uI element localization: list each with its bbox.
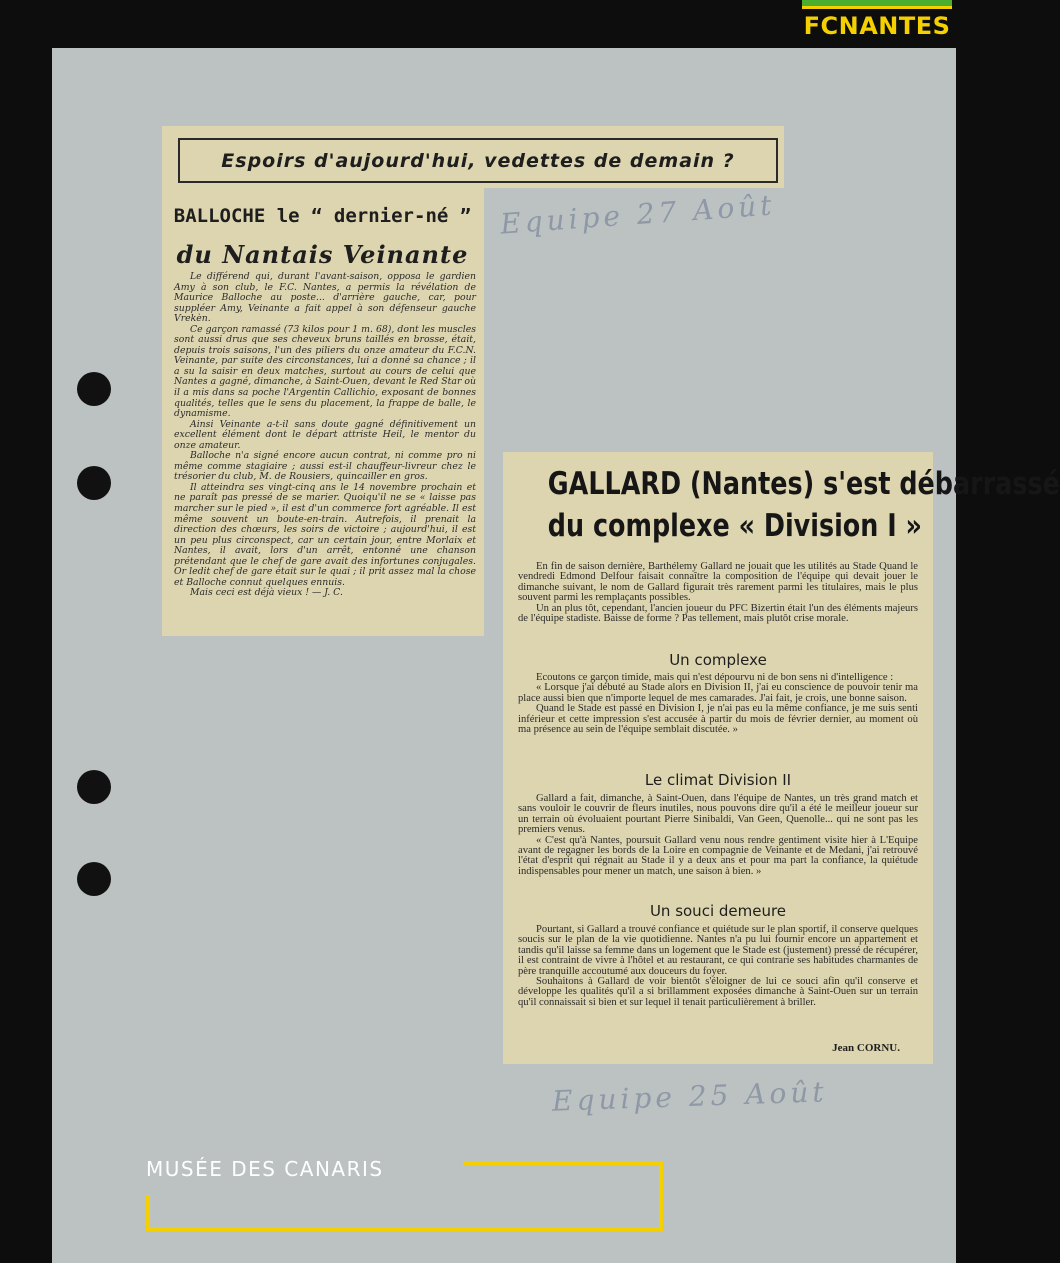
handwritten-note-bottom: Equipe 25 Août (551, 1075, 829, 1118)
logo-stripe (802, 0, 952, 8)
gallard-section-3 (518, 925, 918, 1008)
paragraph: Un an plus tôt, cependant, l'ancien joueur du PFC Bizertin était l'un des éléments majeurs de l'équipe stadiste. Baisse de forme ? Pas tellement, mais plutôt crise morale. (518, 602, 918, 625)
balloche-headline: BALLOCHE le “ dernier-né ” (173, 205, 472, 227)
byline: Jean CORNU. (832, 1042, 900, 1054)
binder-hole (77, 372, 111, 406)
paragraph: Il atteindra ses vingt-cinq ans le 14 novembre prochain et ne paraît pas pressé de se marier. Quoiqu'il ne se « laisse pas marcher sur le pied », il est d'un commerce fort agréable. Il est même souvent un boute-en-train. Autrefois, il prenait la direction des chœurs, les soirs de victoire ; aujourd'hui, il est un peu plus circonspect, car un certain jour, entre Morlaix et Nantes, il avait, lors d'un arrêt, entonné une chanson prétendant que le chef de gare avait des infortunes conjugales. Or ledit chef de gare était sur le quai ; il prit assez mal la chose et Balloche connut quelques ennuis. (174, 481, 476, 588)
frame-line (146, 1227, 663, 1231)
paragraph: Souhaitons à Gallard de voir bientôt s'éloigner de lui ce souci afin qu'il conserve et développe les qualités qu'il a si brillamment exposées dimanche à Saint-Ouen sur un terrain qu'il connaissait si bien et sur lequel il tenait particulièrement à briller. (518, 976, 918, 1008)
balloche-headline-sub: du Nantais Veinante (176, 240, 469, 269)
paragraph: Ce garçon ramassé (73 kilos pour 1 m. 68), dont les muscles sont aussi drus que ses cheveux bruns taillés en brosse, était, depuis trois saisons, l'un des piliers du onze amateur du F.C.N. Veinante, par suite des circonstances, lui a donné sa chance ; il a su la saisir en deux matches, surtout au cours de celui que Nantes a gagné, dimanche, à Saint-Ouen, devant le Red Star où il a mis dans sa poche l'Argentin Callichio, exposant de bonnes qualités, telles que le sens du placement, la frappe de balle, le dynamisme. (174, 323, 476, 420)
paragraph: Balloche n'a signé encore aucun contrat, ni comme pro ni même comme stagiaire ; aussi est-il chauffeur-livreur chez le trésorier du club, M. de Rousiers, quincailler en gros. (174, 450, 476, 483)
paragraph: Quand le Stade est passé en Division I, je n'ai pas eu la même confiance, je me suis senti inférieur et cette impression s'est accusée à partir du mois de février dernier, au moment où ma présence au sein de l'équipe semblait discutée. » (518, 703, 918, 736)
series-banner: Espoirs d'aujourd'hui, vedettes de demain ? (178, 138, 778, 183)
logo-text: FCNANTES (803, 12, 951, 40)
gallard-headline: GALLARD (Nantes) s'est débarrassé (547, 466, 1060, 502)
frame-line (659, 1161, 663, 1231)
binder-hole (77, 466, 111, 500)
paragraph: « C'est qu'à Nantes, poursuit Gallard venu nous rendre gentiment visite hier à L'Equipe avant de regagner les bords de la Loire en compagnie de Veinante et de Medani, j'ai retrouvé l'état d'esprit qui régnait au Stade il y a deux ans et pour ma part la confiance, la quiétude indispensables pour mener un match, une saison à bien. » (518, 834, 918, 877)
paragraph: « Lorsque j'ai débuté au Stade alors en Division II, j'ai eu conscience de pouvoir tenir ma place aussi bien que n'importe lequel de mes camarades. J'ai fait, je crois, une bonne saison. (518, 682, 918, 704)
subhead-souci: Un souci demeure (649, 902, 787, 920)
paragraph: Gallard a fait, dimanche, à Saint-Ouen, dans l'équipe de Nantes, un très grand match et sans vouloir le couvrir de fleurs inutiles, nous pouvons dire qu'il a été le meilleur joueur sur un terrain où évoluaient pourtant Pierre Sinibaldi, Van Geen, Quenolle... qui ne sont pas les premiers venus. (518, 793, 918, 836)
paragraph: En fin de saison dernière, Barthélemy Gallard ne jouait que les utilités au Stade Quand le vendredi Edmond Delfour faisait connaître la composition de l'équipe qui devait jouer le dimanche suivant, le nom de Gallard figurait très rarement parmi les titulaires, mais le plus souvent parmi les remplaçants possibles. (518, 561, 918, 604)
paragraph: Le différend qui, durant l'avant-saison, opposa le gardien Amy à son club, le F.C. Nantes, a permis la révélation de Maurice Balloche au poste... d'arrière gauche, car, pour suppléer Amy, Veinante a fait appel à son défenseur gauche Vrekèn. (174, 271, 476, 325)
frame-line (146, 1195, 150, 1231)
subhead-climat: Le climat Division II (644, 771, 792, 789)
paragraph: Ecoutons ce garçon timide, mais qui n'est dépourvu ni de bon sens ni d'intelligence : (536, 672, 894, 683)
gallard-section-2 (518, 794, 918, 877)
gallard-section-1 (518, 673, 918, 735)
binder-hole (77, 862, 111, 896)
binder-hole (77, 770, 111, 804)
handwritten-note-top: Equipe 27 Août (499, 188, 777, 241)
gallard-intro (518, 562, 918, 624)
balloche-article-body (174, 272, 476, 599)
fc-nantes-logo (802, 0, 952, 44)
subhead-complexe: Un complexe (669, 651, 767, 669)
museum-label: MUSÉE DES CANARIS (146, 1157, 384, 1181)
gallard-headline-sub: du complexe « Division I » (547, 508, 922, 544)
paragraph: Ainsi Veinante a-t-il sans doute gagné définitivement un excellent élément dont le départ attriste Heil, le mentor du onze amateur. (174, 418, 476, 451)
paragraph-signature: Mais ceci est déjà vieux ! — J. C. (190, 587, 343, 599)
paragraph: Pourtant, si Gallard a trouvé confiance et quiétude sur le plan sportif, il conserve quelques soucis sur le plan de la vie quotidienne. Nantes n'a pu lui fournir encore un appartement et tandis qu'il laisse sa femme dans un logement que le Stade est (justement) pressé de récupérer, il est contraint de vivre à l'hôtel et au restaurant, ce qui contrarie ses habitudes charmantes de père tranquille accoutumé aux douceurs du foyer. (518, 924, 918, 977)
frame-line (463, 1161, 663, 1165)
